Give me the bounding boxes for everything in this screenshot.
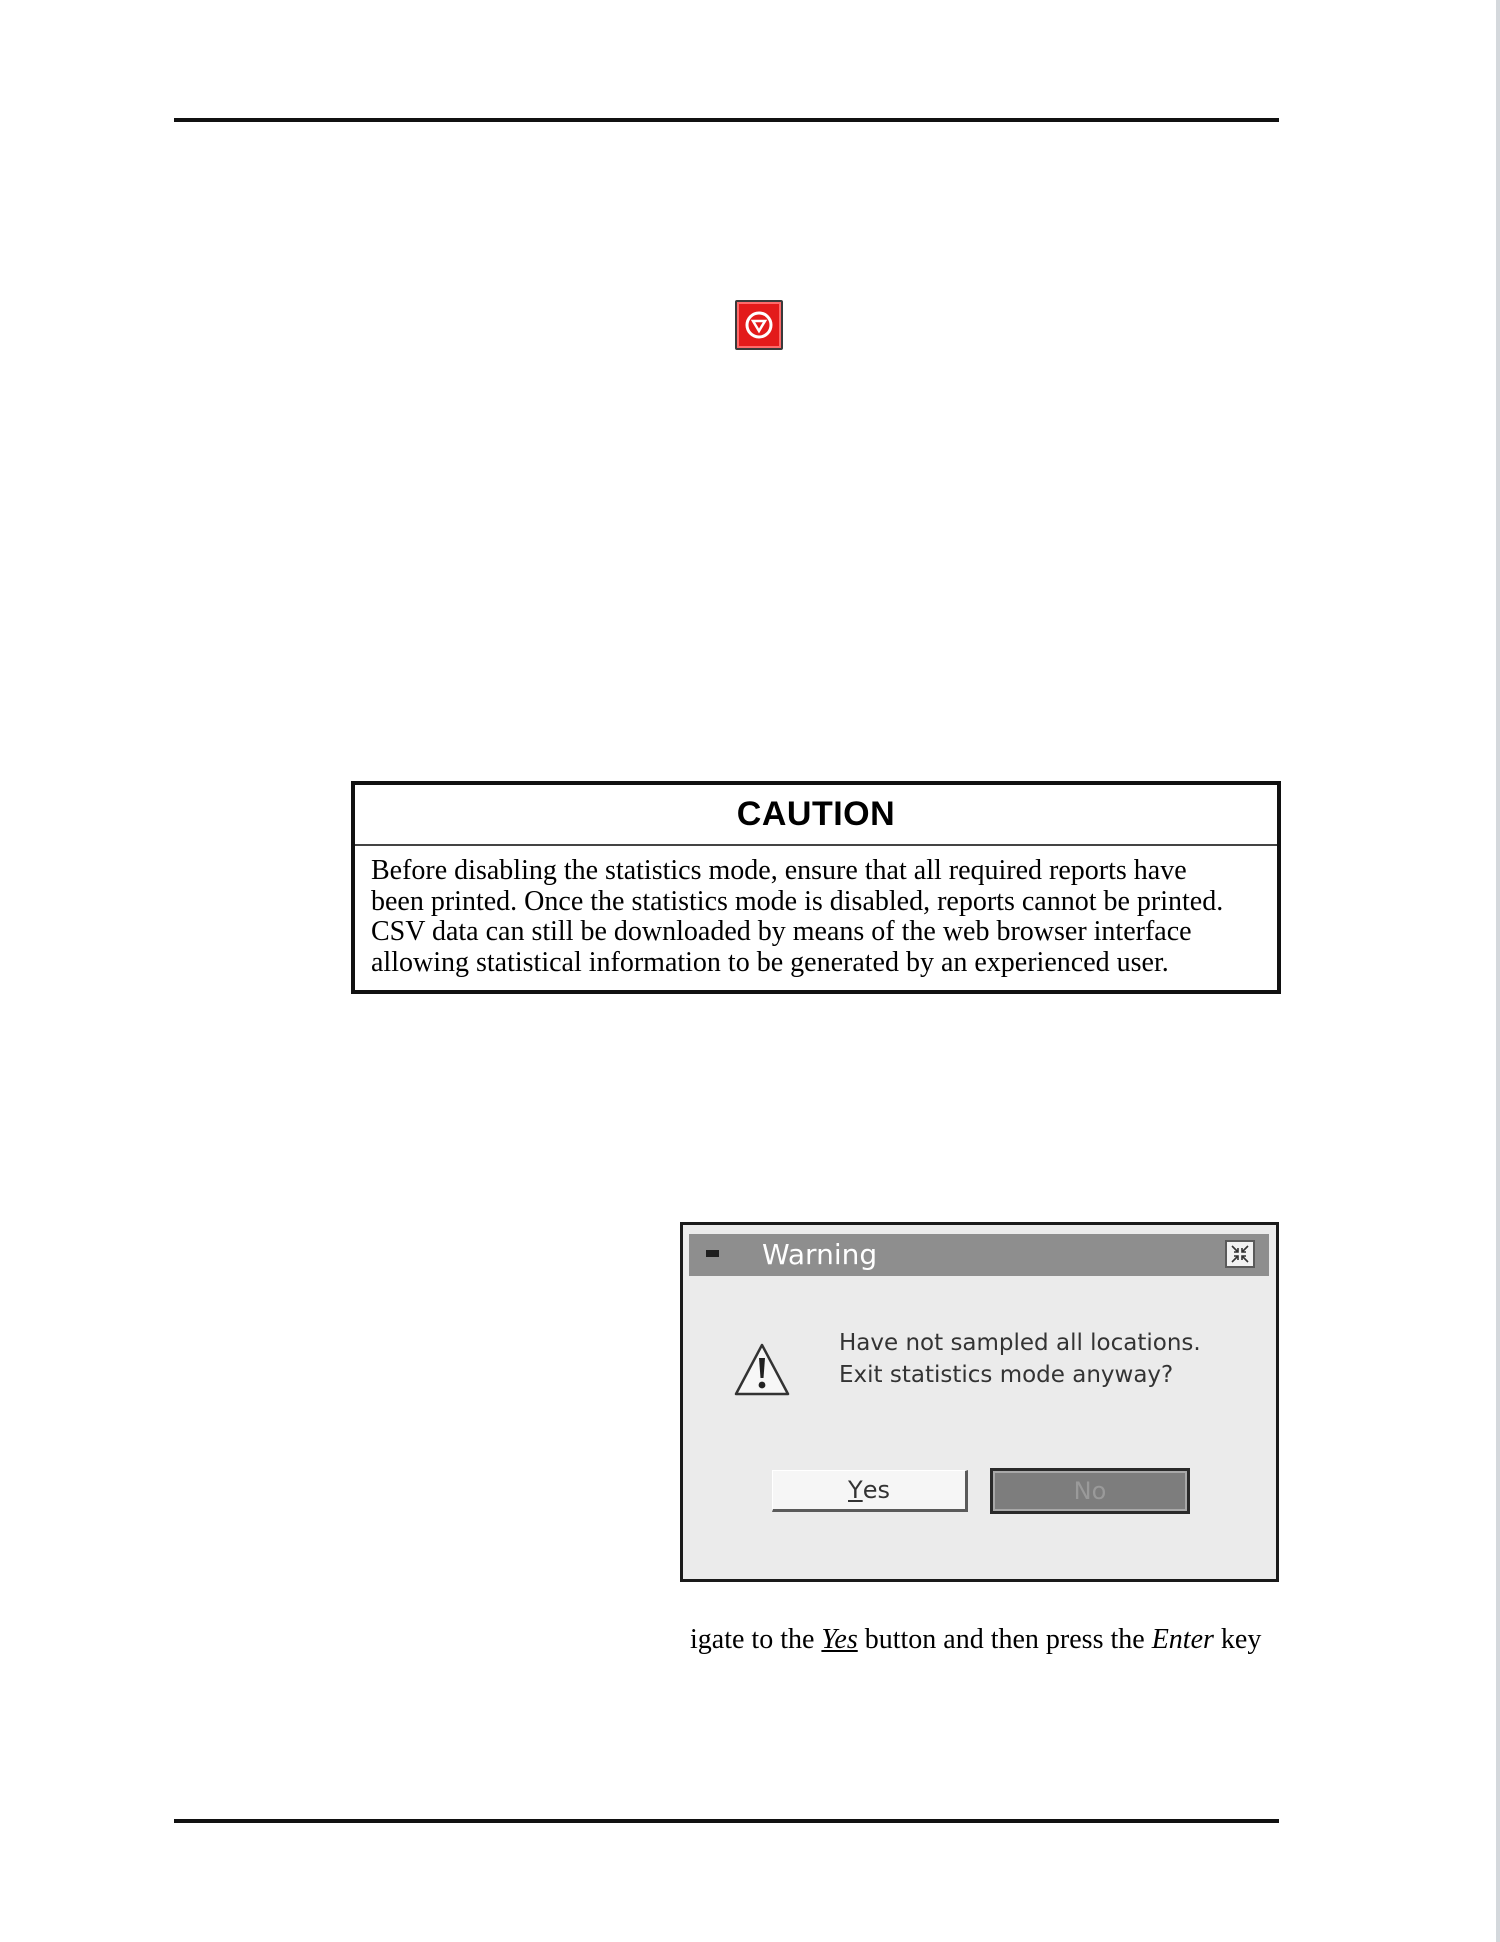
restore-icon — [1230, 1244, 1250, 1264]
caution-line: CSV data can still be downloaded by means of the web browser interface — [371, 916, 1192, 947]
page-edge — [1496, 0, 1500, 1942]
caution-line: Before disabling the statistics mode, ensure that all required reports have — [371, 855, 1187, 886]
caption-part3: key — [1213, 1624, 1262, 1655]
footer-rule — [174, 1819, 1279, 1823]
header-rule — [174, 118, 1279, 122]
caution-line: been printed. Once the statistics mode is disabled, reports cannot be printed. — [371, 885, 1224, 917]
yes-mnemonic: Y — [848, 1476, 863, 1504]
instruction-caption — [690, 1624, 1261, 1656]
restore-button[interactable] — [1225, 1240, 1255, 1268]
stop-icon — [745, 311, 773, 339]
caution-body — [355, 846, 1277, 978]
warning-dialog — [680, 1222, 1279, 1582]
dialog-message-line1: Have not sampled all locations. — [839, 1330, 1201, 1356]
warning-triangle-icon — [733, 1342, 791, 1398]
caution-title: CAUTION — [355, 785, 1277, 846]
caption-yes: Yes — [821, 1624, 858, 1655]
yes-label: es — [862, 1476, 890, 1504]
yes-button[interactable] — [772, 1470, 968, 1512]
caption-part1: igate to the — [690, 1624, 822, 1655]
dialog-titlebar — [689, 1234, 1269, 1276]
dialog-title: Warning — [762, 1238, 878, 1271]
caution-box — [351, 781, 1281, 994]
caption-part2: button and then press the — [857, 1624, 1152, 1655]
dialog-message-line2: Exit statistics mode anyway? — [839, 1362, 1174, 1388]
stop-button-icon — [735, 300, 783, 350]
caption-enter: Enter — [1151, 1624, 1214, 1655]
no-button[interactable]: No — [990, 1468, 1190, 1514]
system-menu-icon[interactable] — [706, 1250, 719, 1257]
caution-line: allowing statistical information to be generated by an experienced user. — [371, 946, 1169, 978]
